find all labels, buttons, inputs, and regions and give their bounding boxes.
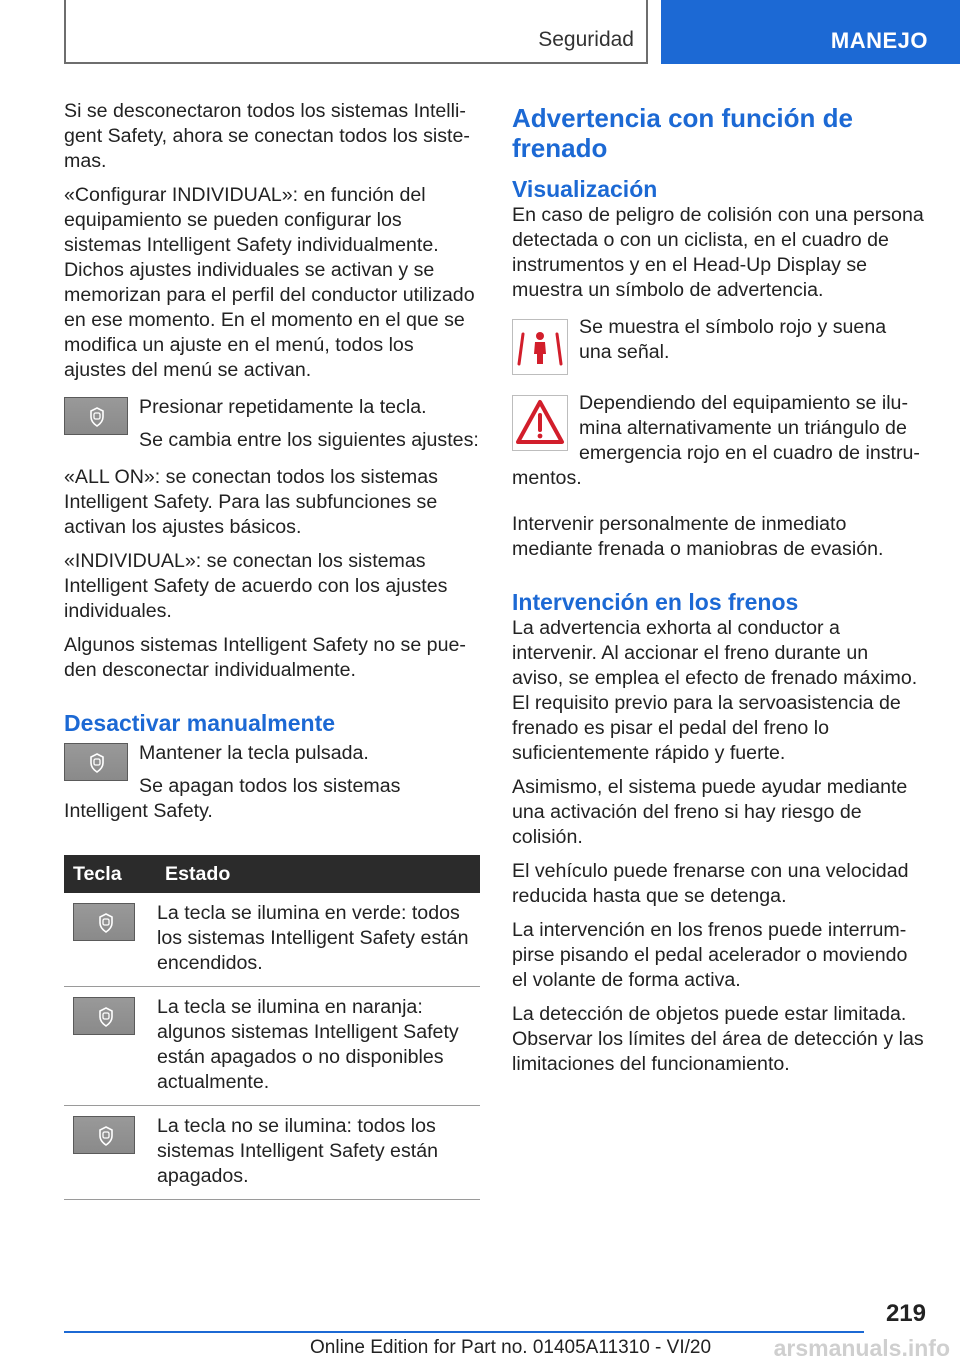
- key-instruction: [64, 395, 480, 461]
- paragraph: El vehículo puede frenarse con una velocidad reducida hasta que se detenga.: [512, 860, 909, 907]
- key-instruction-text: Presionar repetidamente la tecla.: [139, 396, 427, 418]
- footer-watermark: arsmanuals.info: [773, 1335, 950, 1361]
- warning-symbol-block: [512, 391, 924, 500]
- warning-symbol-text: Dependiendo del equipamiento se ilumina alternativamente un triángulo de emergencia rojo en el cuadro de instrumentos.: [512, 392, 920, 489]
- paragraph: La intervención en los frenos puede interrumpirse pisando el pedal acelerador o moviendo el volante de forma activa.: [512, 919, 908, 991]
- table-row: [64, 893, 480, 987]
- left-column: [64, 99, 480, 1200]
- key-instruction-text: Se apagan todos los sistemas Intelligent Safety.: [64, 775, 401, 822]
- paragraph: En caso de peligro de colisión con una persona detectada o con un ciclista, en el cuadro de instrumentos y en el Head-Up Display se muestra un símbolo de advertencia.: [512, 204, 924, 301]
- section-heading-deactivate: Desactivar manualmente: [64, 710, 336, 736]
- header-chapter-label: MANEJO: [830, 28, 928, 53]
- warning-triangle-icon: [512, 395, 568, 451]
- table-cell-estado: La tecla se ilumina en naranja: algunos sistemas Intelligent Safety están apagados o no disponibles actualmente.: [153, 987, 480, 1106]
- paragraph: «Configurar INDIVIDUAL»: en función del equipamiento se pueden configurar los sistemas Intelligent Safety individualmente. Dichos ajustes individuales se activan y se memorizan para el perfil del conductor utilizado en ese momento. En el momento en el que se modifica un ajuste en el menú, todos los ajustes del menú se activan.: [64, 184, 475, 381]
- intelligent-safety-key-icon: [73, 1116, 135, 1154]
- header-section-box: [64, 0, 648, 64]
- table-cell-estado: La tecla no se ilumina: todos los sistemas Intelligent Safety están apagados.: [153, 1106, 480, 1200]
- key-instruction: [64, 741, 480, 832]
- warning-symbol-block: [512, 315, 924, 379]
- warning-symbol-text: Se muestra el símbolo rojo y suena una señal.: [579, 316, 887, 363]
- paragraph: Asimismo, el sistema puede ayudar mediante una activación del freno si hay riesgo de colisión.: [512, 776, 908, 848]
- page-title: Advertencia con función de frenado: [512, 103, 853, 163]
- key-status-table: [64, 855, 480, 1200]
- section-heading-brakes: Intervención en los frenos: [512, 589, 799, 615]
- key-instruction-text: Mantener la tecla pulsada.: [139, 742, 369, 764]
- footer-edition-text: Online Edition for Part no. 01405A11310 - VI/20: [310, 1337, 712, 1358]
- table-header-cell: Tecla: [64, 855, 153, 893]
- paragraph: «ALL ON»: se conectan todos los sistemas Intelligent Safety. Para las subfunciones se activan los ajustes básicos.: [64, 466, 438, 538]
- pedestrian-warning-icon: [512, 319, 568, 375]
- header-section-label: Seguridad: [538, 28, 634, 51]
- paragraph: La detección de objetos puede estar limitada. Observar los límites del área de detección y las limitaciones del funcionamiento.: [512, 1003, 924, 1075]
- table-header-row: [64, 855, 480, 893]
- intelligent-safety-key-icon: [73, 903, 135, 941]
- table-header-cell: Estado: [153, 855, 480, 893]
- page-number: 219: [885, 1300, 926, 1327]
- intelligent-safety-key-icon: [64, 743, 128, 781]
- right-column: [512, 103, 924, 1086]
- paragraph: Si se desconectaron todos los sistemas Intelligent Safety, ahora se conectan todos los sistemas.: [64, 100, 470, 172]
- paragraph: Algunos sistemas Intelligent Safety no se pueden desconectar individualmente.: [64, 634, 466, 681]
- section-heading-display: Visualización: [512, 176, 658, 202]
- paragraph: La advertencia exhorta al conductor a intervenir. Al accionar el freno durante un aviso, se emplea el efecto de frenado máximo. El requisito previo para la servoasistencia de frenado es pisar el pedal del freno lo suficientemente rápido y fuerte.: [512, 617, 918, 764]
- key-instruction-text: Se cambia entre los siguientes ajustes:: [139, 429, 479, 451]
- footer-divider: [64, 1331, 864, 1333]
- paragraph: Intervenir personalmente de inmediato mediante frenada o maniobras de evasión.: [512, 513, 884, 560]
- header-chapter-tab: [661, 0, 960, 64]
- paragraph: «INDIVIDUAL»: se conectan los sistemas Intelligent Safety de acuerdo con los ajustes individuales.: [64, 550, 448, 622]
- intelligent-safety-key-icon: [64, 397, 128, 435]
- table-cell-estado: La tecla se ilumina en verde: todos los sistemas Intelligent Safety están encendidos.: [153, 893, 480, 987]
- table-row: [64, 987, 480, 1106]
- table-row: [64, 1106, 480, 1200]
- intelligent-safety-key-icon: [73, 997, 135, 1035]
